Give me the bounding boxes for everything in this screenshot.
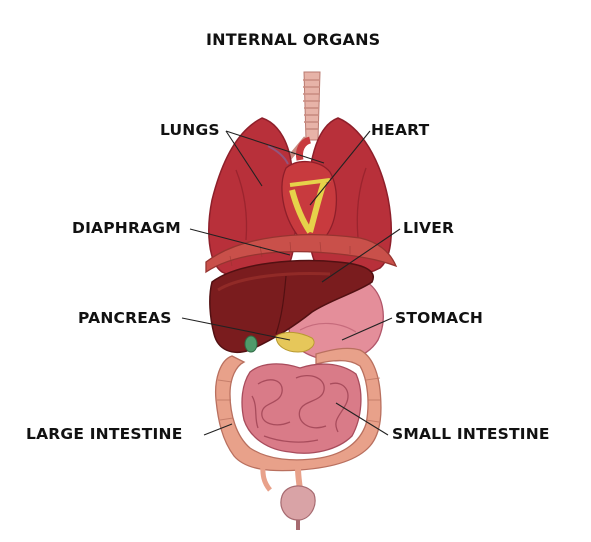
label-liver: LIVER [403, 219, 455, 237]
diagram-title: INTERNAL ORGANS [206, 30, 381, 49]
gallbladder [245, 336, 257, 352]
label-lungs: LUNGS [160, 121, 220, 139]
small-intestine [242, 364, 361, 453]
label-stomach: STOMACH [395, 309, 484, 327]
label-heart: HEART [371, 121, 430, 139]
label-large-intestine: LARGE INTESTINE [26, 425, 183, 443]
label-pancreas: PANCREAS [78, 309, 172, 327]
label-diaphragm: DIAPHRAGM [72, 219, 181, 237]
bladder [281, 486, 315, 520]
label-small-intestine: SMALL INTESTINE [392, 425, 550, 443]
